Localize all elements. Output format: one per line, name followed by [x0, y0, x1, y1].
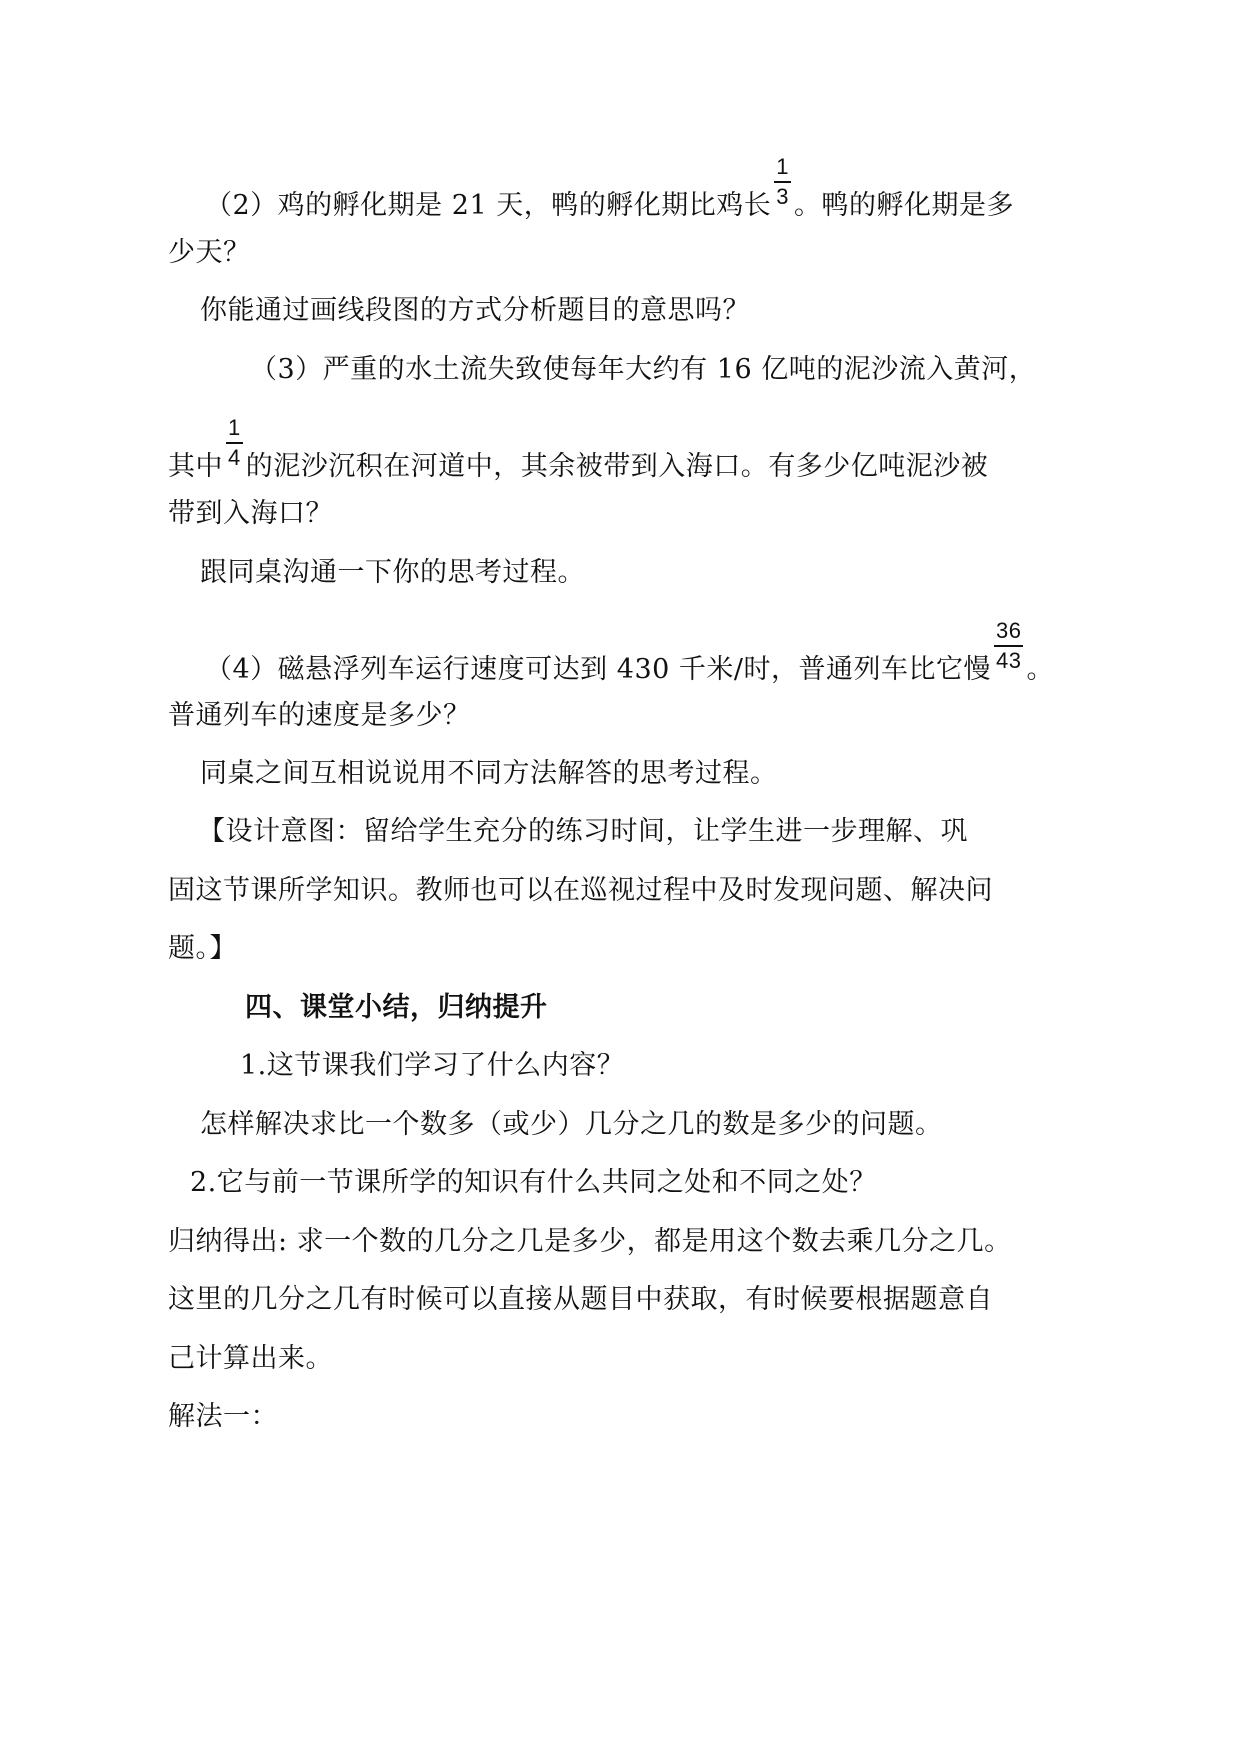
section-4-question-2: 2.它与前一节课所学的知识有什么共同之处和不同之处？ — [190, 1167, 877, 1198]
problem-3-line-1: （3）严重的水土流失致使每年大约有 16 亿吨的泥沙流入黄河， — [250, 354, 1037, 385]
fraction-denominator: 4 — [228, 445, 241, 470]
problem-4-line-2: 普通列车的速度是多少？ — [168, 700, 471, 731]
fraction-one-third — [774, 155, 791, 209]
design-intent-line-2: 固这节课所学知识。教师也可以在巡视过程中及时发现问题、解决问 — [168, 875, 993, 906]
problem-2-prompt: 你能通过画线段图的方式分析题目的意思吗？ — [200, 295, 750, 326]
problem-4-text-before-fraction: （4）磁悬浮列车运行速度可达到 430 千米/时，普通列车比它慢 — [205, 654, 991, 685]
section-4-heading: 四、课堂小结，归纳提升 — [245, 992, 548, 1023]
problem-4-prompt: 同桌之间互相说说用不同方法解答的思考过程。 — [200, 758, 778, 789]
fraction-numerator: 36 — [994, 619, 1023, 647]
fraction-thirty-six-forty-thirds — [994, 619, 1023, 673]
design-intent-line-1: 【设计意图：留给学生充分的练习时间，让学生进一步理解、巩 — [198, 816, 968, 847]
problem-2-text-before-fraction: （2）鸡的孵化期是 21 天，鸭的孵化期比鸡长 — [205, 190, 772, 221]
problem-3-text-before-fraction: 其中 — [168, 451, 223, 482]
fraction-denominator: 43 — [995, 648, 1022, 673]
problem-2-line-2: 少天？ — [168, 237, 251, 268]
problem-2-text-after-fraction: 。鸭的孵化期是多 — [793, 190, 1014, 221]
problem-4-line-1 — [205, 618, 1054, 695]
fraction-numerator: 1 — [774, 155, 791, 183]
section-4-question-1: 1.这节课我们学习了什么内容？ — [240, 1050, 625, 1081]
fraction-numerator: 1 — [226, 416, 243, 444]
problem-3-line-2 — [168, 415, 989, 492]
problem-2-line-1 — [205, 154, 1014, 231]
fraction-denominator: 3 — [776, 184, 789, 209]
section-4-method-label: 解法一： — [168, 1401, 278, 1432]
section-4-summary-line-3: 己计算出来。 — [168, 1343, 333, 1374]
section-4-summary-line-2: 这里的几分之几有时候可以直接从题目中获取，有时候要根据题意自 — [168, 1284, 993, 1315]
fraction-one-quarter — [226, 416, 243, 470]
problem-3-text-after-fraction: 的泥沙沉积在河道中，其余被带到入海口。有多少亿吨泥沙被 — [245, 451, 989, 482]
problem-4-text-after-fraction: 。 — [1026, 654, 1054, 685]
design-intent-line-3: 题。】 — [168, 933, 237, 964]
section-4-summary-line-1: 归纳得出: 求一个数的几分之几是多少，都是用这个数去乘几分之几。 — [168, 1226, 1012, 1257]
problem-3-prompt: 跟同桌沟通一下你的思考过程。 — [200, 557, 585, 588]
problem-3-line-3: 带到入海口？ — [168, 498, 333, 529]
section-4-answer-1: 怎样解决求比一个数多（或少）几分之几的数是多少的问题。 — [200, 1109, 943, 1140]
